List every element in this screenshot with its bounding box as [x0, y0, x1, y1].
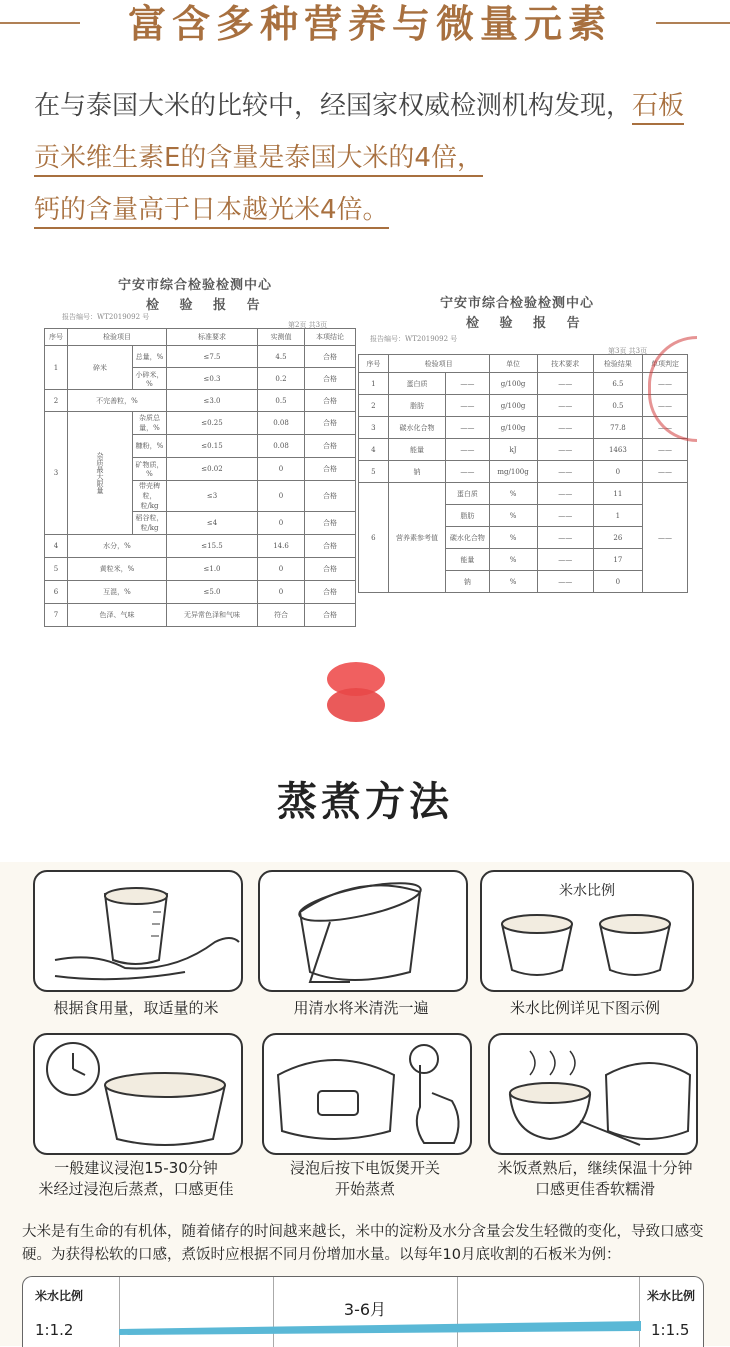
- intro-highlight-vitamin-e: 石板贡米维生素E的含量是泰国大米的4倍，: [34, 91, 684, 177]
- report2-cell: g/100g: [489, 417, 537, 439]
- report2-cell: ——: [642, 417, 687, 439]
- step2-caption: 用清水将米清洗一遍: [293, 999, 429, 1017]
- report2-cell: 5: [359, 461, 389, 483]
- report2-cell: 0.5: [593, 395, 642, 417]
- report2-table: [358, 354, 688, 593]
- report1-cell: 14.6: [258, 535, 305, 558]
- report1-cell: 4: [45, 535, 68, 558]
- report1-cell: 合格: [305, 412, 356, 435]
- report1-cell: 7: [45, 604, 68, 627]
- divider-dot-bottom: [327, 688, 385, 722]
- report1-header: 本项结论: [305, 329, 356, 346]
- report2-cell: g/100g: [489, 373, 537, 395]
- report2-cell: ——: [642, 373, 687, 395]
- report1-cell: 0.08: [258, 412, 305, 435]
- report1-cell: ≤0.25: [167, 412, 258, 435]
- report2-cell: ——: [537, 549, 593, 571]
- report2-cell: ——: [537, 373, 593, 395]
- ratio-period: 3-6月: [343, 1300, 387, 1319]
- report2-cell: 4: [359, 439, 389, 461]
- report1-cell: 合格: [305, 535, 356, 558]
- report1-cell: 5: [45, 558, 68, 581]
- report2-cell: 能量: [446, 549, 489, 571]
- report2-cell: ——: [537, 527, 593, 549]
- report2-cell: 6.5: [593, 373, 642, 395]
- header-line-left: [0, 22, 80, 24]
- step6-caption-line1: 米饭煮熟后，继续保温十分钟: [497, 1159, 693, 1177]
- report1-cell: 合格: [305, 581, 356, 604]
- report2-subtitle: 检 验 报 告: [466, 316, 588, 331]
- report2-page: 第3页 共3页: [608, 347, 648, 355]
- report2-cell: %: [489, 527, 537, 549]
- report1-cell: 合格: [305, 481, 356, 512]
- step5-panel: [262, 1033, 472, 1155]
- intro-highlight-calcium: 钙的含量高于日本越光米4倍。: [34, 195, 389, 229]
- report1-cell: 杂质总量，%: [133, 412, 167, 435]
- report2-cell: 蛋白质: [388, 373, 446, 395]
- report1-number: 报告编号：WT2019092 号: [62, 313, 150, 321]
- report1-cell: ≤15.5: [167, 535, 258, 558]
- report1-cell: 碎米: [68, 346, 133, 390]
- report1-cell: 0: [258, 512, 305, 535]
- washing-pot-icon: [260, 872, 466, 990]
- inspection-report-page2: [38, 268, 358, 619]
- report1-header: 序号: [45, 329, 68, 346]
- report1-cell: 0: [258, 481, 305, 512]
- report2-cell: 11: [593, 483, 642, 505]
- report2-cell: %: [489, 505, 537, 527]
- report1-cell: 无异常色泽和气味: [167, 604, 258, 627]
- report1-cell: 0.5: [258, 390, 305, 412]
- report2-cell: 6: [359, 483, 389, 593]
- report1-cell: ≤0.15: [167, 435, 258, 458]
- report1-header: 检验项目: [68, 329, 167, 346]
- step1-panel: [33, 870, 243, 992]
- report1-header: 实测值: [258, 329, 305, 346]
- report1-cell: 0: [258, 458, 305, 481]
- section-title-cooking: 蒸煮方法: [277, 778, 453, 825]
- report1-cell: 3: [45, 412, 68, 535]
- report2-cell: ——: [537, 461, 593, 483]
- step6-caption: [480, 1158, 710, 1200]
- report1-cell: ≤4: [167, 512, 258, 535]
- report2-cell: %: [489, 483, 537, 505]
- intro-plain-text: 在与泰国大米的比较中，经国家权威检测机构发现，: [34, 91, 633, 121]
- report2-cell: ——: [537, 417, 593, 439]
- report2-cell: ——: [537, 395, 593, 417]
- report1-cell: 色泽、气味: [68, 604, 167, 627]
- clock-soaking-pot-icon: [35, 1035, 241, 1153]
- report2-cell: 1: [593, 505, 642, 527]
- report1-cell: 4.5: [258, 346, 305, 368]
- report1-cell: 合格: [305, 390, 356, 412]
- step4-panel: [33, 1033, 243, 1155]
- water-ratio-chart: [22, 1276, 704, 1347]
- report1-cell: 0.08: [258, 435, 305, 458]
- report2-cell: 26: [593, 527, 642, 549]
- report2-cell: 0: [593, 571, 642, 593]
- report2-cell: 钠: [446, 571, 489, 593]
- report1-cell: 合格: [305, 435, 356, 458]
- report1-cell: ≤7.5: [167, 346, 258, 368]
- report2-cell: ——: [642, 461, 687, 483]
- report1-cell: 合格: [305, 368, 356, 390]
- report2-cell: 1: [359, 373, 389, 395]
- report1-cell: 不完善粒，%: [68, 390, 167, 412]
- report1-cell: 合格: [305, 558, 356, 581]
- step4-caption: [20, 1158, 252, 1200]
- report2-cell: %: [489, 549, 537, 571]
- report2-cell: 3: [359, 417, 389, 439]
- report2-header: 检验项目: [388, 355, 489, 373]
- report2-group-label: 营养素参考值: [388, 483, 446, 593]
- report1-cell: ≤5.0: [167, 581, 258, 604]
- report1-cell: 0: [258, 581, 305, 604]
- report1-page: 第2页 共3页: [288, 321, 328, 329]
- report1-cell: 6: [45, 581, 68, 604]
- report1-cell: 合格: [305, 346, 356, 368]
- measuring-cup-hand-icon: [35, 872, 241, 990]
- step5-caption: [262, 1158, 468, 1200]
- report1-cell: 0.2: [258, 368, 305, 390]
- report1-cell: 稻谷粒，粒/kg: [133, 512, 167, 535]
- report1-cell: 2: [45, 390, 68, 412]
- ratio-label-right: 米水比例: [647, 1289, 696, 1303]
- report1-cell: 合格: [305, 512, 356, 535]
- step3-panel: [480, 870, 694, 992]
- report2-cell: 17: [593, 549, 642, 571]
- report1-cell: 小碎米，%: [133, 368, 167, 390]
- step4-caption-line1: 一般建议浸泡15-30分钟: [54, 1159, 218, 1177]
- rice-pots-icon: [482, 872, 692, 990]
- report1-table: [44, 328, 356, 627]
- report1-cell: 水分，%: [68, 535, 167, 558]
- step4-caption-line2: 米经过浸泡后蒸煮，口感更佳: [38, 1180, 234, 1198]
- report2-cell: 能量: [388, 439, 446, 461]
- report2-header: 序号: [359, 355, 389, 373]
- report2-cell: ——: [642, 483, 687, 593]
- report2-cell: ——: [446, 439, 489, 461]
- report2-header: 技术要求: [537, 355, 593, 373]
- report1-cell: ≤3: [167, 481, 258, 512]
- report1-cell: 合格: [305, 604, 356, 627]
- report1-header: 标准要求: [167, 329, 258, 346]
- report1-cell: 带壳稗粒，粒/kg: [133, 481, 167, 512]
- report2-cell: ——: [446, 395, 489, 417]
- report2-cell: 钠: [388, 461, 446, 483]
- rice-cooker-button-icon: [264, 1035, 470, 1153]
- step3-title: 米水比例: [559, 883, 615, 899]
- report2-cell: 脂肪: [446, 505, 489, 527]
- rice-bowl-steam-icon: [490, 1035, 696, 1153]
- report2-cell: ——: [537, 439, 593, 461]
- report2-cell: ——: [642, 395, 687, 417]
- report2-cell: 碳水化合物: [446, 527, 489, 549]
- ratio-label-left: 米水比例: [35, 1289, 84, 1303]
- report1-cell: 矿物质，%: [133, 458, 167, 481]
- header-line-right: [656, 22, 730, 24]
- report1-cell: ≤1.0: [167, 558, 258, 581]
- step2-panel: [258, 870, 468, 992]
- step1-caption: 根据食用量，取适量的米: [53, 999, 219, 1017]
- report1-cell: 黄粒米，%: [68, 558, 167, 581]
- report2-header: 单项判定: [642, 355, 687, 373]
- step5-caption-line2: 开始蒸煮: [334, 1180, 395, 1198]
- ratio-value-right: 1:1.5: [651, 1321, 690, 1339]
- report1-cell: 总量，%: [133, 346, 167, 368]
- report1-subtitle: 检 验 报 告: [146, 298, 268, 313]
- report2-cell: 0: [593, 461, 642, 483]
- report2-cell: %: [489, 571, 537, 593]
- intro-paragraph: [34, 80, 704, 236]
- report2-cell: 蛋白质: [446, 483, 489, 505]
- report2-title: 宁安市综合检验检测中心: [440, 296, 595, 311]
- report1-cell: 互混，%: [68, 581, 167, 604]
- report2-number: 报告编号：WT2019092 号: [370, 335, 458, 343]
- report1-cell: ≤0.02: [167, 458, 258, 481]
- report2-cell: 碳水化合物: [388, 417, 446, 439]
- report2-cell: ——: [446, 373, 489, 395]
- report2-cell: ——: [537, 483, 593, 505]
- step6-caption-line2: 口感更佳香软糯滑: [534, 1180, 655, 1198]
- report2-cell: ——: [537, 505, 593, 527]
- report1-cell: 杂质最大限量: [68, 412, 133, 535]
- step6-panel: [488, 1033, 698, 1155]
- report2-cell: ——: [446, 461, 489, 483]
- report2-header: 单位: [489, 355, 537, 373]
- report1-cell: ≤3.0: [167, 390, 258, 412]
- report2-cell: ——: [537, 571, 593, 593]
- section-title-nutrition: 富含多种营养与微量元素: [127, 1, 612, 46]
- report2-cell: 1463: [593, 439, 642, 461]
- report2-cell: mg/100g: [489, 461, 537, 483]
- report2-cell: 脂肪: [388, 395, 446, 417]
- report1-title: 宁安市综合检验检测中心: [118, 278, 273, 293]
- inspection-report-page3: [358, 288, 690, 604]
- storage-note: 大米是有生命的有机体，随着储存的时间越来越长，米中的淀粉及水分含量会发生轻微的变化，导致口感变硬。为获得松软的口感，煮饭时应根据不同月份增加水量。以每年10月底收割的石板米为例：: [22, 1224, 704, 1263]
- ratio-gradient-band: [119, 1317, 641, 1347]
- report2-cell: 77.8: [593, 417, 642, 439]
- report1-cell: 糠粉，%: [133, 435, 167, 458]
- report1-cell: ≤0.3: [167, 368, 258, 390]
- report2-cell: ——: [446, 417, 489, 439]
- report2-cell: ——: [642, 439, 687, 461]
- report1-cell: 0: [258, 558, 305, 581]
- report2-cell: 2: [359, 395, 389, 417]
- report1-cell: 1: [45, 346, 68, 390]
- report2-cell: kJ: [489, 439, 537, 461]
- step5-caption-line1: 浸泡后按下电饭煲开关: [289, 1159, 440, 1177]
- ratio-value-left: 1:1.2: [35, 1321, 74, 1339]
- report2-header: 检验结果: [593, 355, 642, 373]
- report1-cell: 合格: [305, 458, 356, 481]
- report2-cell: g/100g: [489, 395, 537, 417]
- report1-cell: 符合: [258, 604, 305, 627]
- step3-caption: 米水比例详见下图示例: [509, 999, 660, 1017]
